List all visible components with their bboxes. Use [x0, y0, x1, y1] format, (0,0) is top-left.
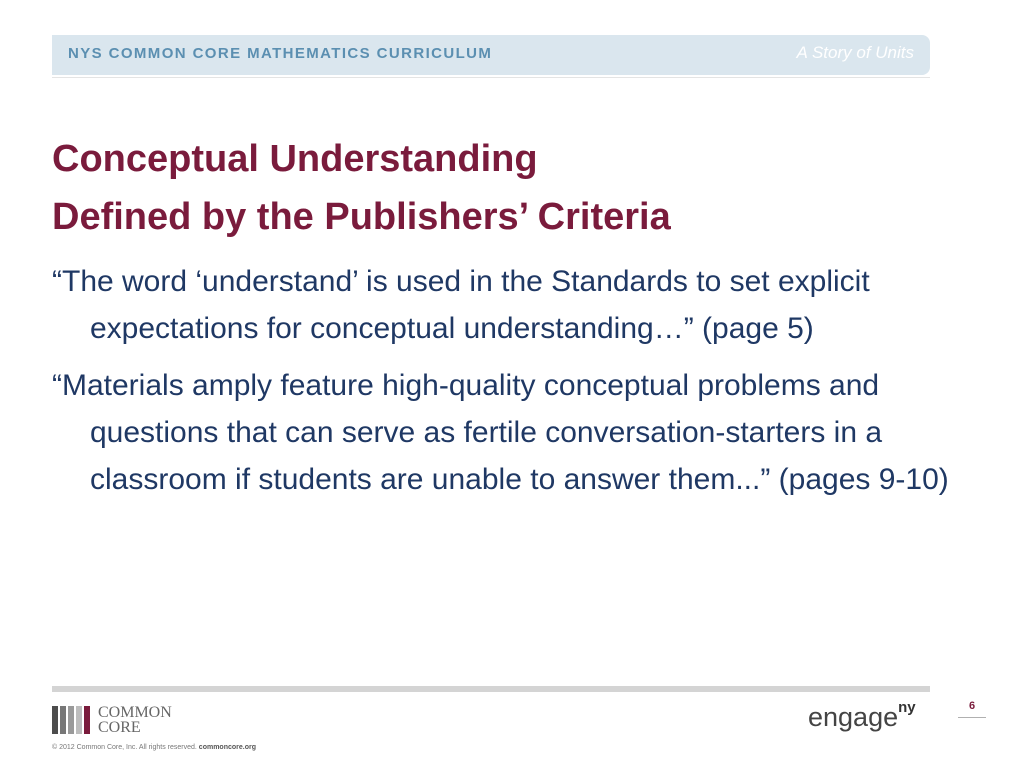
header-divider	[52, 77, 930, 78]
common-core-bars-icon	[52, 706, 92, 734]
curriculum-label: NYS COMMON CORE MATHEMATICS CURRICULUM	[68, 45, 493, 62]
engage-superscript: ny	[898, 699, 916, 716]
quote-paragraph-2: “Materials amply feature high-quality conceptual problems and questions that can serve as fertile conversation-starters in a classroom if students are unable to answer them...” (pages 9-10)	[52, 369, 949, 496]
copyright-text: © 2012 Common Core, Inc. All rights reserved.	[52, 744, 197, 751]
title-line-1: Conceptual Understanding	[52, 138, 538, 180]
copyright-notice	[52, 744, 256, 751]
header-bar	[52, 35, 930, 75]
copyright-link[interactable]: commoncore.org	[198, 744, 256, 751]
slide-title	[52, 130, 952, 246]
page-number: 6	[968, 700, 976, 712]
quote-paragraph-1: “The word ‘understand’ is used in the Standards to set explicit expectations for conceptual understanding…” (page 5)	[52, 265, 870, 345]
page-number-rule	[958, 717, 986, 718]
title-line-2: Defined by the Publishers’ Criteria	[52, 196, 671, 238]
series-label: A Story of Units	[796, 43, 914, 62]
engageny-logo	[808, 699, 916, 733]
engage-wordmark: engage	[808, 702, 899, 732]
common-core-logo	[52, 703, 172, 737]
logo-line-2: CORE	[98, 719, 141, 736]
footer-divider	[52, 686, 930, 692]
common-core-wordmark	[98, 705, 172, 735]
slide-body	[52, 258, 952, 513]
logo-line-1: COMMON	[98, 704, 172, 721]
